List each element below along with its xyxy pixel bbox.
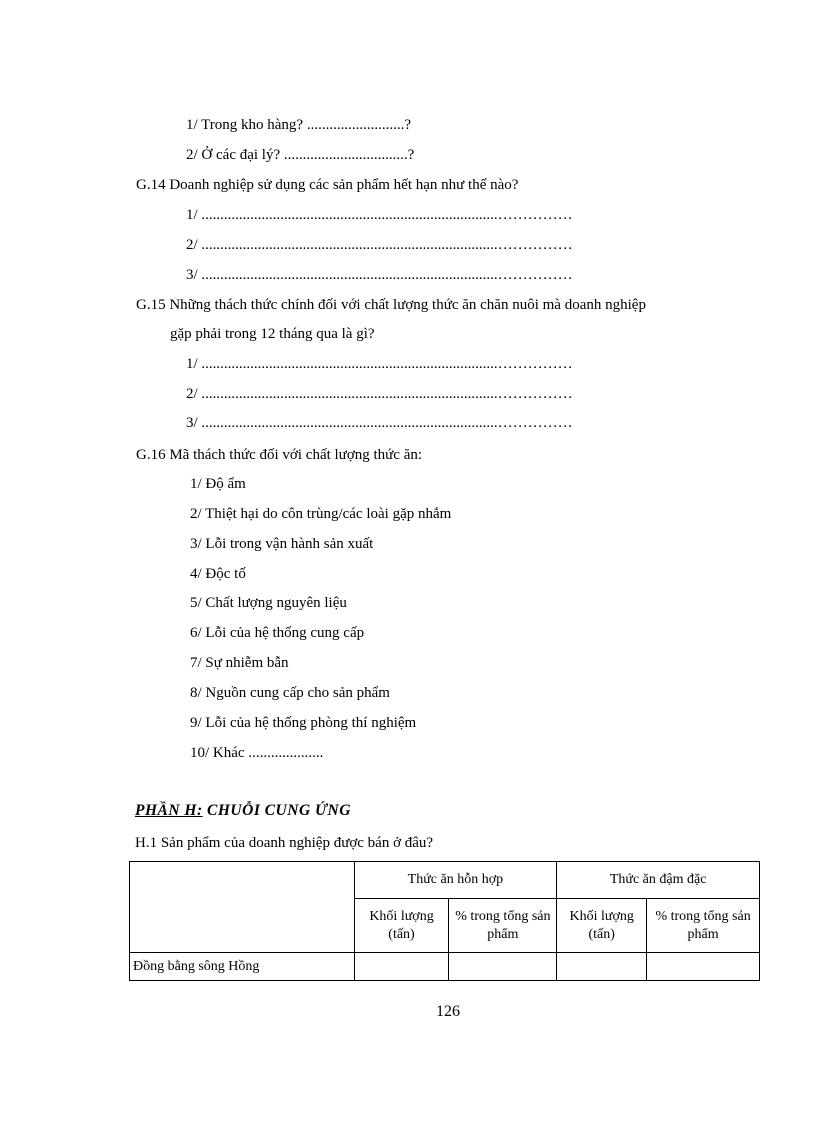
g16-option-5: 5/ Chất lượng nguyên liệu xyxy=(190,595,347,611)
g16-option-7: 7/ Sự nhiễm bẫn xyxy=(190,655,289,671)
g14-answer-3: 3/ ...............................................................................…………… xyxy=(186,267,573,283)
region-header-cell xyxy=(130,862,355,953)
section-h-heading xyxy=(135,802,351,820)
g16-option-3: 3/ Lỗi trong vận hành sản xuất xyxy=(190,536,374,552)
g14-answer-2: 2/ ...............................................................................…………… xyxy=(186,237,573,253)
value-cell[interactable] xyxy=(647,953,760,981)
g13-item-1: 1/ Trong kho hàng? ..........................? xyxy=(186,117,411,133)
g13-item-2: 2/ Ở các đại lý? .................................? xyxy=(186,147,415,163)
g15-answer-3: 3/ ...............................................................................…………… xyxy=(186,415,573,431)
g16-option-1: 1/ Độ ẩm xyxy=(190,476,246,492)
g16-option-2: 2/ Thiệt hại do côn trùng/các loài gặp nhắm xyxy=(190,506,452,522)
subheader-volume-2: Khối lượng (tấn) xyxy=(557,899,647,953)
g16-question: G.16 Mã thách thức đối với chất lượng thức ăn: xyxy=(136,447,423,463)
g15-question-line-2: gặp phải trong 12 tháng qua là gì? xyxy=(170,326,375,342)
value-cell[interactable] xyxy=(557,953,647,981)
group-header-concentrate-feed: Thức ăn đậm đặc xyxy=(557,862,760,899)
g14-answer-1: 1/ ...............................................................................…………… xyxy=(186,207,573,223)
g16-option-10: 10/ Khác .................... xyxy=(190,745,324,761)
region-cell: Đồng bằng sông Hồng xyxy=(130,953,355,981)
subheader-volume-1: Khối lượng (tấn) xyxy=(354,899,449,953)
g16-option-6: 6/ Lỗi của hệ thống cung cấp xyxy=(190,625,365,641)
subheader-percent-2: % trong tổng sản phẩm xyxy=(647,899,760,953)
h1-question: H.1 Sản phẩm của doanh nghiệp được bán ở đâu? xyxy=(135,835,434,851)
supply-table xyxy=(129,861,760,981)
g15-question-line-1: G.15 Những thách thức chính đối với chất lượng thức ăn chăn nuôi mà doanh nghiệp xyxy=(136,297,646,313)
subheader-percent-1: % trong tổng sản phẩm xyxy=(449,899,557,953)
g15-answer-2: 2/ ...............................................................................…………… xyxy=(186,386,573,402)
value-cell[interactable] xyxy=(354,953,449,981)
value-cell[interactable] xyxy=(449,953,557,981)
g16-option-8: 8/ Nguồn cung cấp cho sản phẩm xyxy=(190,685,390,701)
table-row xyxy=(130,953,760,981)
g15-answer-1: 1/ ...............................................................................…………… xyxy=(186,356,573,372)
g16-option-9: 9/ Lỗi của hệ thống phòng thí nghiệm xyxy=(190,715,417,731)
g14-question: G.14 Doanh nghiệp sử dụng các sản phẩm hết hạn như thế nào? xyxy=(136,177,519,193)
group-header-mixed-feed: Thức ăn hỗn hợp xyxy=(354,862,557,899)
section-h-title: CHUỖI CUNG ỨNG xyxy=(202,802,351,819)
table-header-row xyxy=(130,862,760,899)
page-number: 126 xyxy=(436,1003,460,1020)
g16-option-4: 4/ Độc tố xyxy=(190,566,246,582)
section-h-label: PHẦN H: xyxy=(135,802,203,819)
